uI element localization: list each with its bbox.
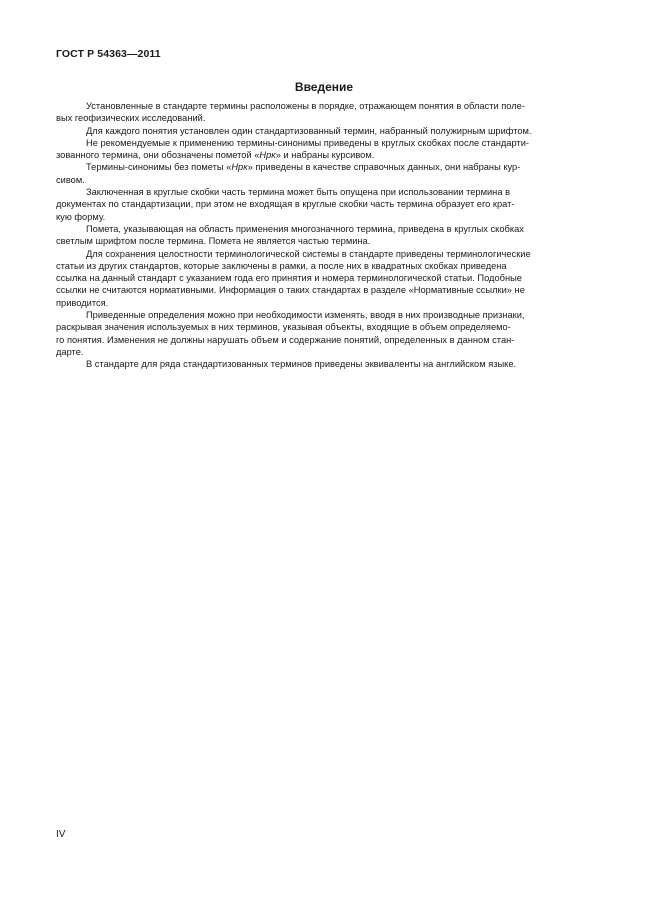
paragraph-5-line-1: Заключенная в круглые скобки часть термина может быть опущена при использовании термина в xyxy=(86,187,511,198)
paragraph-7-line-5: приводится. xyxy=(56,297,109,308)
nrk-marker: Нрк xyxy=(231,162,248,173)
paragraph-6-line-1: Помета, указывающая на область применения многозначного термина, приведена в круглых скобках xyxy=(86,223,524,234)
paragraph-2 xyxy=(56,125,593,137)
paragraph-1-line-2: вых геофизических исследований. xyxy=(56,113,206,124)
paragraph-4 xyxy=(56,161,593,186)
paragraph-7-line-2: статьи из других стандартов, которые заключены в рамки, а после них в квадратных скобках приведена xyxy=(56,260,507,271)
paragraph-4-line-1: Термины-синонимы без пометы «Нрк» приведены в качестве справочных данных, они набраны кур- xyxy=(86,162,521,173)
body-text xyxy=(56,100,593,371)
paragraph-6 xyxy=(56,223,593,248)
paragraph-7-line-1: Для сохранения целостности терминологической системы в стандарте приведены терминологические xyxy=(86,248,531,259)
paragraph-7-line-4: ссылки не считаются нормативными. Информация о таких стандартах в разделе «Нормативные ссылки» не xyxy=(56,285,525,296)
paragraph-3-line-1: Не рекомендуемые к применению термины-синонимы приведены в круглых скобках после стандарти- xyxy=(86,137,529,148)
paragraph-7 xyxy=(56,248,593,309)
paragraph-3-line-2: зованного термина, они обозначены пометой «Нрк» и набраны курсивом. xyxy=(56,150,375,161)
paragraph-5-line-2: документах по стандартизации, при этом не входящая в круглые скобки часть термина образует его крат- xyxy=(56,199,515,210)
paragraph-7-line-3: ссылка на данный стандарт с указанием года его принятия и номера терминологической статьи. Подобные xyxy=(56,273,522,284)
paragraph-9 xyxy=(56,358,593,370)
paragraph-1-line-1: Установленные в стандарте термины расположены в порядке, отражающем понятия в области поле- xyxy=(86,101,525,111)
paragraph-9-line-1: В стандарте для ряда стандартизованных терминов приведены эквиваленты на английском языке. xyxy=(86,359,517,370)
paragraph-2-line-1: Для каждого понятия установлен один стандартизованный термин, набранный полужирным шрифтом. xyxy=(86,125,532,136)
paragraph-4-line-2: сивом. xyxy=(56,174,85,185)
paragraph-8-line-2: раскрывая значения используемых в них терминов, указывая объекты, входящие в объем определяемо- xyxy=(56,322,511,333)
paragraph-8 xyxy=(56,309,593,358)
paragraph-8-line-1: Приведенные определения можно при необходимости изменять, вводя в них производные признаки, xyxy=(86,310,525,321)
paragraph-6-line-2: светлым шрифтом после термина. Помета не является частью термина. xyxy=(56,236,371,247)
document-code: ГОСТ Р 54363—2011 xyxy=(56,48,161,60)
page-number: IV xyxy=(56,829,66,840)
paragraph-5-line-3: кую форму. xyxy=(56,211,106,222)
section-title: Введение xyxy=(294,80,354,94)
paragraph-1 xyxy=(56,100,593,125)
paragraph-5 xyxy=(56,186,593,223)
paragraph-3 xyxy=(56,137,593,162)
nrk-marker: Нрк xyxy=(259,150,276,161)
paragraph-8-line-3: го понятия. Изменения не должны нарушать объем и содержание понятий, определенных в данном стан- xyxy=(56,334,515,345)
paragraph-8-line-4: дарте. xyxy=(56,346,84,357)
